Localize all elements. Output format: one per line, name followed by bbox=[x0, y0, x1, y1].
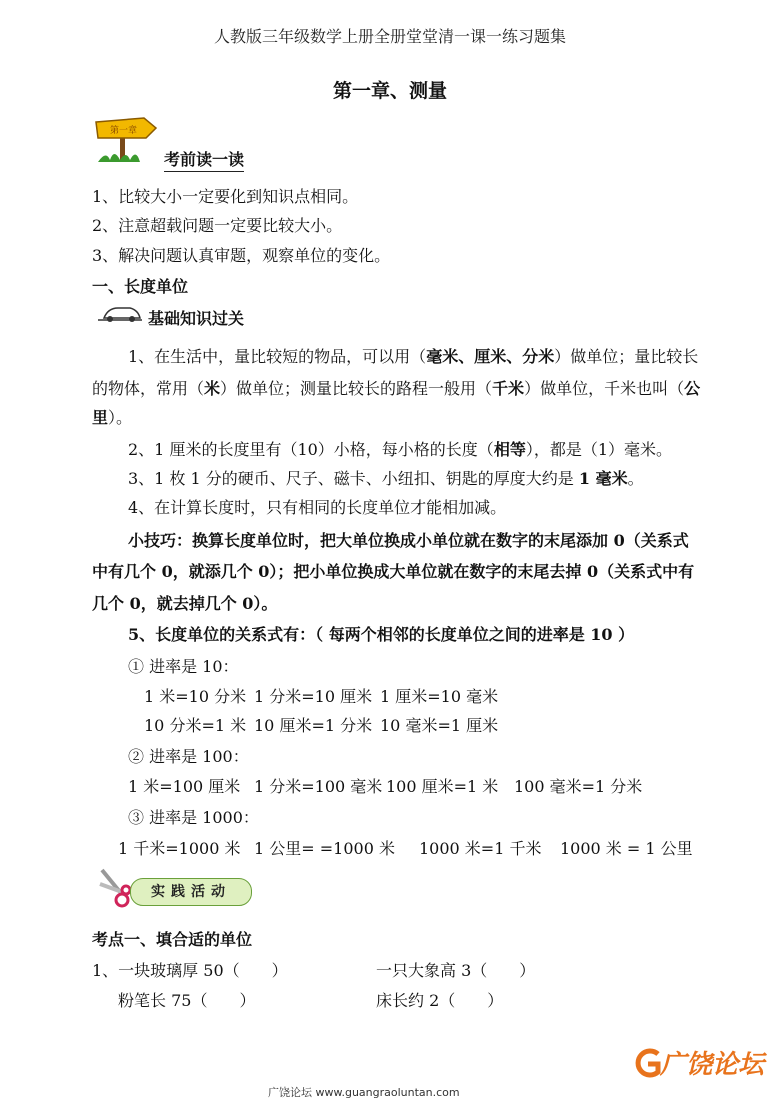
practice-banner-label: 实践活动 bbox=[130, 878, 252, 906]
paragraph-2: 2、1 厘米的长度里有（10）小格，每小格的长度（相等），都是（1）毫米。 bbox=[128, 440, 673, 459]
rate-1000-label: ③ 进率是 1000： bbox=[128, 808, 259, 827]
relation: 1 米=10 分米 bbox=[144, 687, 247, 706]
relation: 1 分米=10 厘米 bbox=[254, 687, 373, 706]
kaodian-heading: 考点一、填合适的单位 bbox=[92, 930, 253, 949]
relation: 1 分米=100 毫米 bbox=[254, 777, 383, 796]
relation: 10 分米=1 米 bbox=[144, 716, 247, 735]
paragraph-1-line-1: 1、在生活中，量比较短的物品，可以用（毫米、厘米、分米）做单位；量比较长 bbox=[128, 347, 699, 366]
logo-icon bbox=[632, 1046, 662, 1080]
footer: 广饶论坛 www.guangraoluntan.com bbox=[268, 1086, 460, 1099]
signpost-label: 第一章 bbox=[110, 126, 138, 136]
list-item: 3、解决问题认真审题，观察单位的变化。 bbox=[92, 246, 391, 265]
exercise-item: 粉笔长 75（ ） bbox=[118, 991, 256, 1010]
practice-banner bbox=[96, 866, 256, 912]
list-item: 1、比较大小一定要化到知识点相同。 bbox=[92, 187, 359, 206]
paragraph-5: 5、长度单位的关系式有：（ 每两个相邻的长度单位之间的进率是 10 ） bbox=[128, 625, 635, 644]
tip-line-1: 小技巧：换算长度单位时，把大单位换成小单位就在数字的末尾添加 0（关系式 bbox=[128, 531, 689, 550]
paragraph-4: 4、在计算长度时，只有相同的长度单位才能相加减。 bbox=[128, 498, 507, 517]
unit-heading: 一、长度单位 bbox=[92, 277, 189, 296]
rate-10-label: ① 进率是 10： bbox=[128, 657, 239, 676]
relation: 10 毫米=1 厘米 bbox=[380, 716, 499, 735]
basics-heading: 基础知识过关 bbox=[148, 309, 245, 328]
relation: 1000 米=1 千米 bbox=[419, 839, 542, 858]
paragraph-1-line-2: 的物体，常用（米）做单位；测量比较长的路程一般用（千米）做单位，千米也叫（公 bbox=[92, 379, 701, 398]
exercise-item: 1、一块玻璃厚 50（ ） bbox=[92, 961, 288, 980]
logo-text: 广饶论坛 bbox=[660, 1050, 765, 1080]
relation: 1 米=100 厘米 bbox=[128, 777, 241, 796]
car-icon bbox=[96, 302, 144, 324]
relation: 1 厘米=10 毫米 bbox=[380, 687, 499, 706]
list-item: 2、注意超载问题一定要比较大小。 bbox=[92, 216, 343, 235]
relation: 100 毫米=1 分米 bbox=[514, 777, 643, 796]
document-header: 人教版三年级数学上册全册堂堂清一课一练习题集 bbox=[213, 27, 566, 46]
tip-line-2: 中有几个 0，就添几个 0）；把小单位换成大单位就在数字的末尾去掉 0（关系式中有 bbox=[92, 562, 695, 581]
exercise-item: 床长约 2（ ） bbox=[376, 991, 504, 1010]
watermark-logo bbox=[632, 1042, 772, 1082]
relation: 10 厘米=1 分米 bbox=[254, 716, 373, 735]
chapter-title: 第一章、测量 bbox=[332, 80, 447, 102]
relation: 1 千米=1000 米 bbox=[118, 839, 241, 858]
tip-line-3: 几个 0，就去掉几个 0）。 bbox=[92, 594, 278, 613]
relation: 100 厘米=1 米 bbox=[386, 777, 499, 796]
paragraph-1-line-3: 里）。 bbox=[92, 408, 133, 427]
relation: 1 公里= =1000 米 bbox=[254, 839, 395, 858]
section-heading: 考前读一读 bbox=[164, 147, 244, 172]
relation: 1000 米 = 1 公里 bbox=[560, 839, 693, 858]
signpost-icon bbox=[92, 112, 160, 164]
paragraph-3: 3、1 枚 1 分的硬币、尺子、磁卡、小纽扣、钥匙的厚度大约是 1 毫米。 bbox=[128, 469, 644, 488]
exercise-item: 一只大象高 3（ ） bbox=[376, 961, 536, 980]
rate-100-label: ② 进率是 100： bbox=[128, 747, 249, 766]
